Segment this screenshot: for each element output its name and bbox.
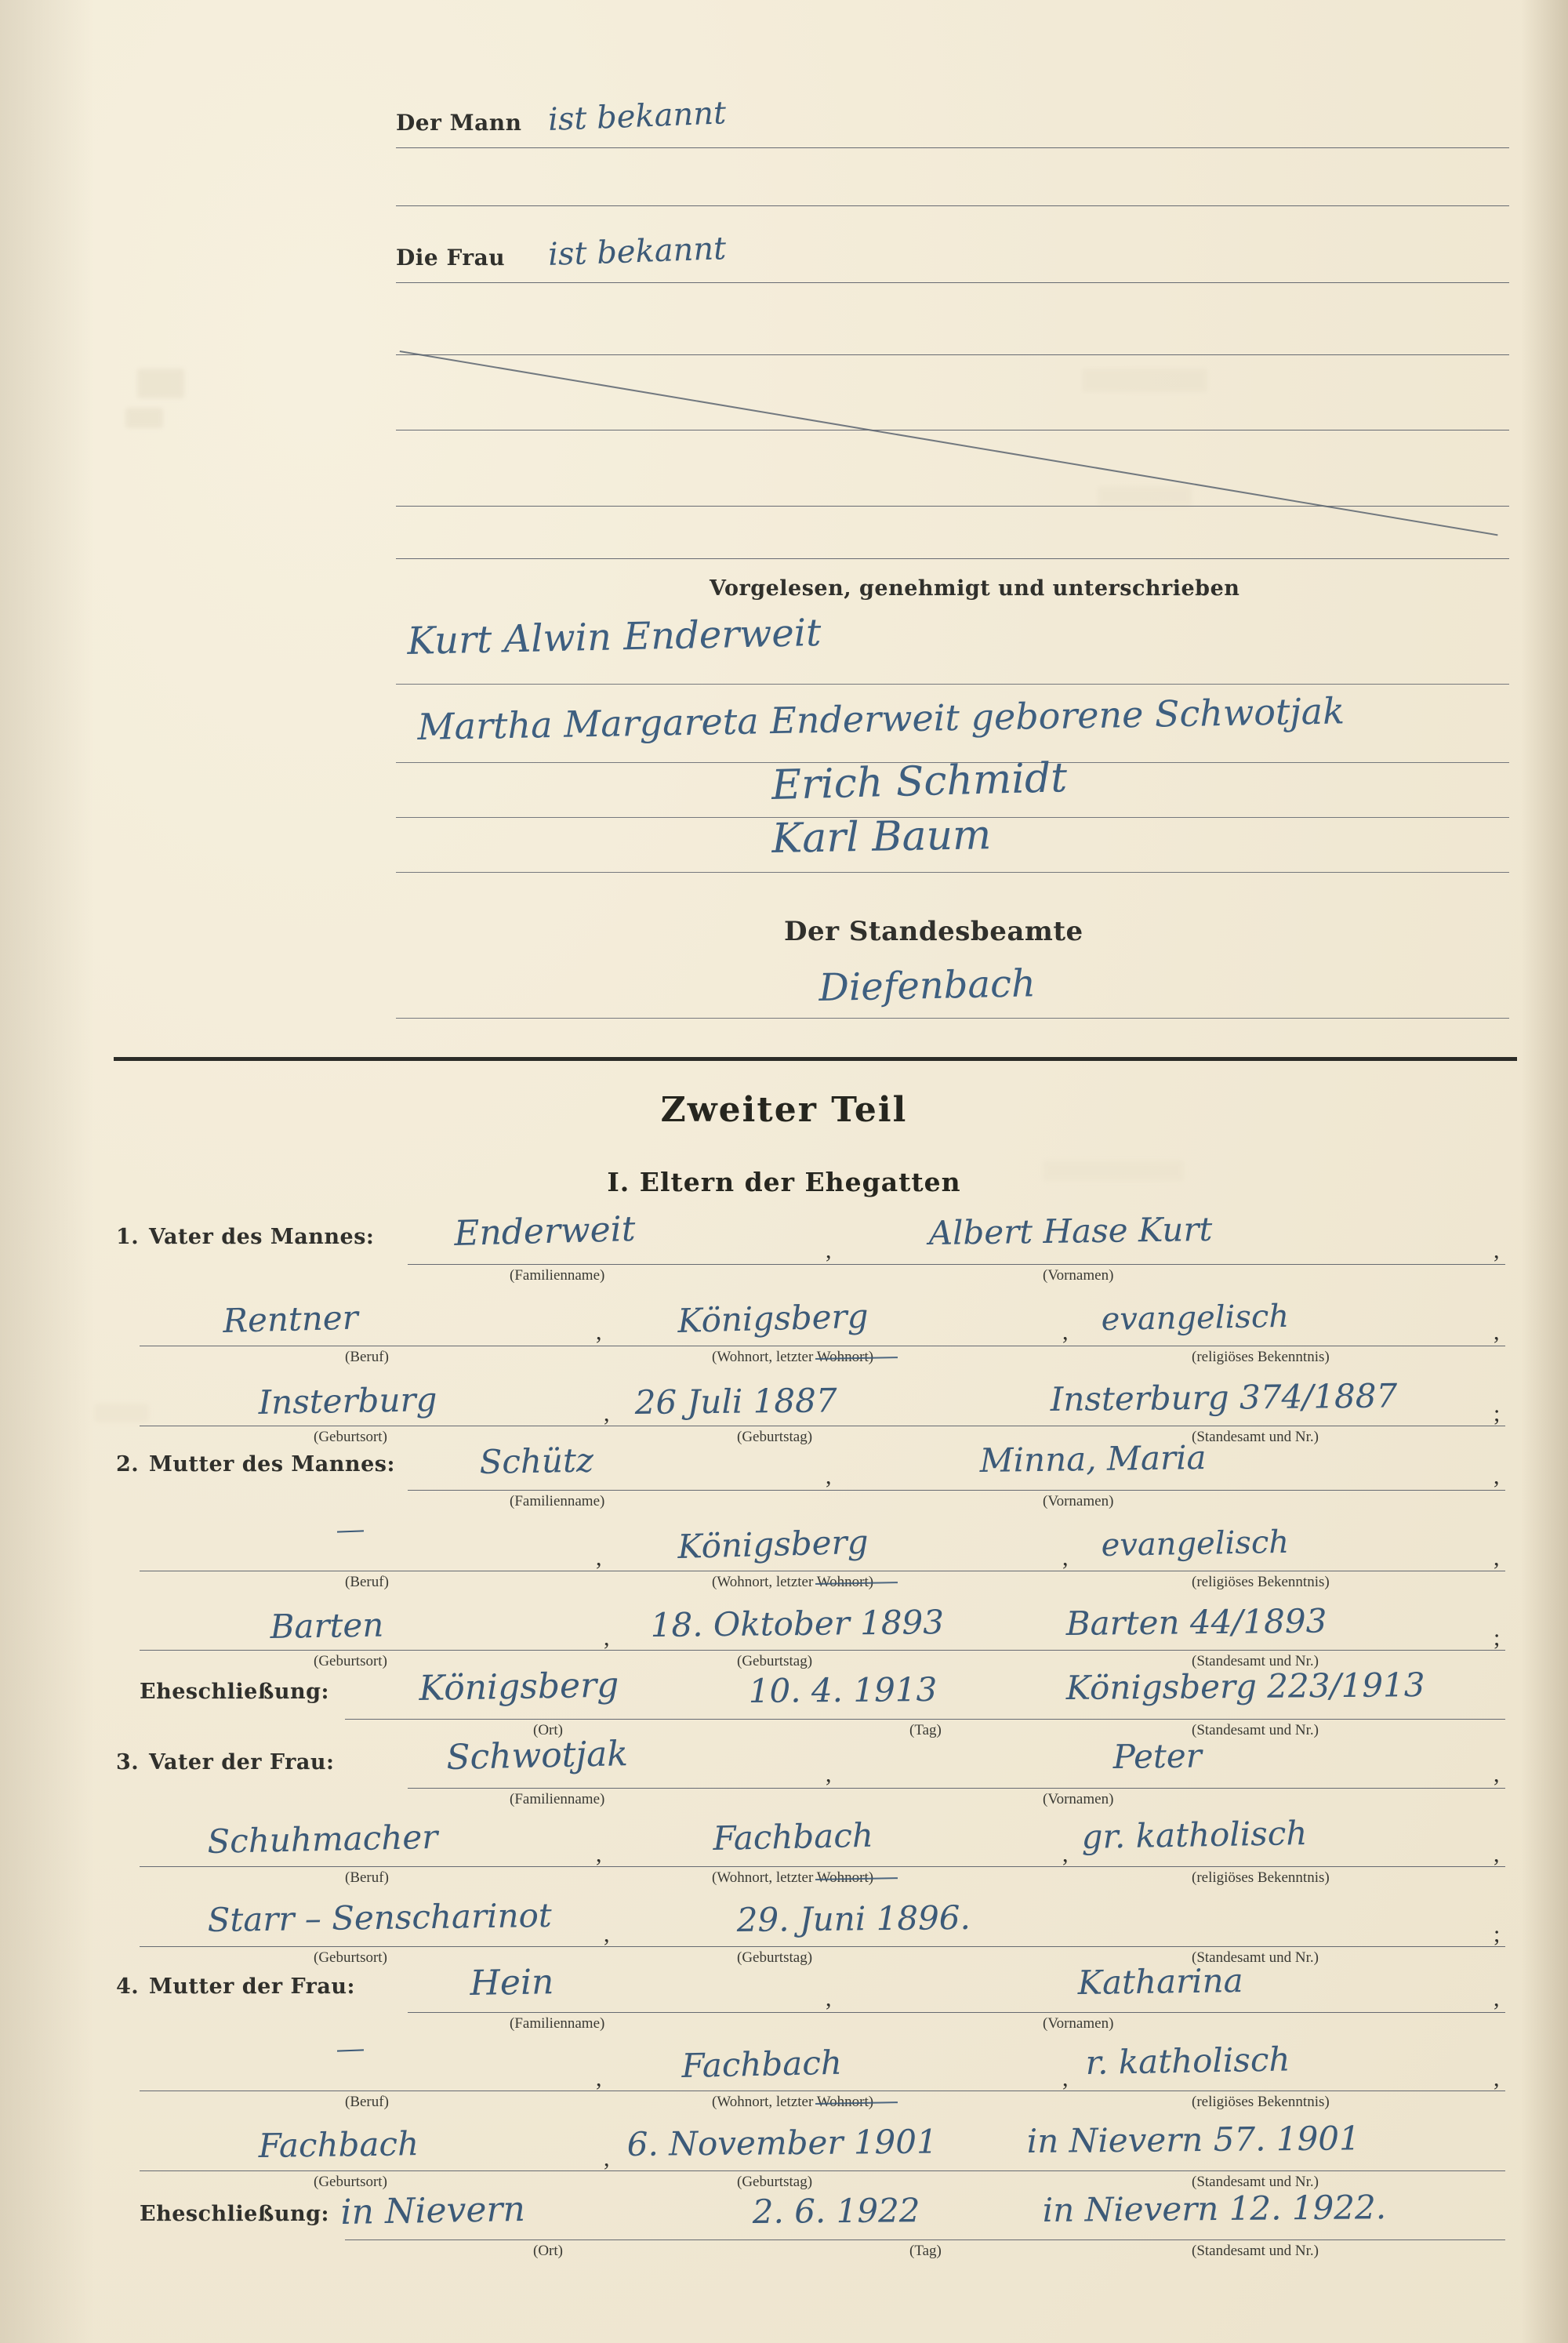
- caption-bekenntnis: (religiöses Bekenntnis): [1192, 2094, 1330, 2110]
- comma-sep: ,: [1494, 1237, 1500, 1263]
- caption-wohnort: (Wohnort, letzter Wohnort): [712, 1869, 874, 1886]
- entry-1-vornamen: Albert Hase Kurt: [928, 1209, 1213, 1252]
- rule-entry-4-marriage: [345, 2239, 1505, 2240]
- comma-sep: ,: [596, 1319, 602, 1345]
- caption-geburtstag: (Geburtstag): [737, 1429, 813, 1445]
- part-two-subtitle: I. Eltern der Ehegatten: [607, 1167, 961, 1197]
- comma-sep: ,: [826, 1237, 832, 1263]
- caption-wohnort: (Wohnort, letzter Wohnort): [712, 2094, 874, 2110]
- comma-sep: ,: [1494, 1761, 1500, 1787]
- caption-wohnort: (Wohnort, letzter Wohnort): [712, 1349, 874, 1365]
- caption-tag: (Tag): [909, 1722, 942, 1738]
- comma-sep: ,: [1062, 1545, 1069, 1571]
- label-der-standesbeamte: Der Standesbeamte: [784, 916, 1083, 947]
- caption-geburtstag: (Geburtstag): [737, 2174, 813, 2190]
- entry-4-marriage-tag: 2. 6. 1922: [752, 2191, 920, 2231]
- rule-entry-1-names: [408, 1264, 1505, 1265]
- section-divider: [114, 1057, 1517, 1061]
- comma-sep: ,: [604, 1625, 610, 1651]
- caption-beruf: (Beruf): [345, 1574, 389, 1590]
- caption-bekenntnis: (religiöses Bekenntnis): [1192, 1869, 1330, 1886]
- entry-3-beruf: Schuhmacher: [206, 1817, 438, 1861]
- entry-3-number: 3.: [116, 1750, 140, 1775]
- signature-3: Erich Schmidt: [771, 754, 1068, 809]
- comma-sep: ,: [826, 1761, 832, 1787]
- comma-sep: ,: [1062, 2065, 1069, 2091]
- rule-4: [396, 354, 1509, 355]
- caption-tag: (Tag): [909, 2243, 942, 2259]
- caption-beruf: (Beruf): [345, 2094, 389, 2110]
- entry-2-standesamt: Barten 44/1893: [1065, 1601, 1327, 1643]
- caption-wohnort: (Wohnort, letzter Wohnort): [712, 1574, 874, 1590]
- caption-geburtsort: (Geburtsort): [314, 1653, 387, 1669]
- comma-sep: ,: [1494, 1545, 1500, 1571]
- signature-2: Martha Margareta Enderweit geborene Schwotjak: [417, 689, 1345, 748]
- semicolon-sep: ;: [1494, 1400, 1501, 1426]
- caption-vornamen: (Vornamen): [1043, 1493, 1114, 1509]
- entry-2-bekenntnis: evangelisch: [1101, 1524, 1290, 1564]
- rule-entry-3-beruf: [140, 1866, 1505, 1867]
- entry-2-marriage-tag: 10. 4. 1913: [748, 1669, 938, 1710]
- semicolon-sep: ;: [1494, 1625, 1501, 1651]
- rule-entry-4-birth: [140, 2170, 1505, 2171]
- comma-sep: ,: [1494, 1985, 1500, 2011]
- signature-4: Karl Baum: [771, 812, 992, 863]
- caption-ort: (Ort): [533, 2243, 563, 2259]
- entry-1-standesamt: Insterburg 374/1887: [1050, 1376, 1398, 1419]
- caption-geburtsort: (Geburtsort): [314, 1429, 387, 1445]
- caption-standesamt: (Standesamt und Nr.): [1192, 1429, 1319, 1445]
- value-der-mann: ist bekannt: [547, 95, 727, 138]
- entry-4-standesamt: in Nievern 57. 1901: [1026, 2119, 1360, 2160]
- caption-geburtsort: (Geburtsort): [314, 2174, 387, 2190]
- caption-geburtstag: (Geburtstag): [737, 1653, 813, 1669]
- comma-sep: ,: [1494, 1319, 1500, 1345]
- entry-4-label: Mutter der Frau:: [149, 1974, 355, 1999]
- entry-4-geburtstag: 6. November 1901: [626, 2122, 938, 2163]
- entry-3-wohnort: Fachbach: [712, 1815, 874, 1858]
- label-die-frau: Die Frau: [396, 245, 506, 271]
- rule-registrar: [396, 1018, 1509, 1019]
- caption-familienname: (Familienname): [510, 2015, 605, 2032]
- entry-1-number: 1.: [116, 1225, 140, 1249]
- caption-standesamt: (Standesamt und Nr.): [1192, 1653, 1319, 1669]
- caption-geburtsort: (Geburtsort): [314, 1949, 387, 1966]
- entry-3-geburtsort: Starr – Senscharinot: [207, 1895, 553, 1939]
- caption-standesamt: (Standesamt und Nr.): [1192, 1949, 1319, 1966]
- rule-entry-3-birth: [140, 1946, 1505, 1947]
- rule-1: [396, 147, 1509, 148]
- entry-2-geburtsort: Barten: [270, 1605, 384, 1646]
- entry-2-marriage-label: Eheschließung:: [140, 1680, 329, 1704]
- rule-entry-2-names: [408, 1490, 1505, 1491]
- comma-sep: ,: [596, 1545, 602, 1571]
- entry-4-beruf-dash: [337, 2049, 364, 2051]
- comma-sep: ,: [604, 1921, 610, 1947]
- comma-sep: ,: [1062, 1319, 1069, 1345]
- comma-sep: ,: [604, 1400, 610, 1426]
- comma-sep: ,: [1494, 2065, 1500, 2091]
- entry-3-bekenntnis: gr. katholisch: [1081, 1813, 1308, 1856]
- caption-standesamt: (Standesamt und Nr.): [1192, 2243, 1319, 2259]
- paper-smudge: [137, 369, 184, 398]
- entry-4-number: 4.: [116, 1974, 140, 1999]
- caption-bekenntnis: (religiöses Bekenntnis): [1192, 1349, 1330, 1365]
- cancellation-stroke: [400, 351, 1498, 536]
- caption-familienname: (Familienname): [510, 1267, 605, 1284]
- rule-entry-4-names: [408, 2012, 1505, 2013]
- caption-vornamen: (Vornamen): [1043, 1267, 1114, 1284]
- entry-2-marriage-ort: Königsberg: [419, 1665, 619, 1709]
- comma-sep: ,: [596, 2065, 602, 2091]
- comma-sep: ,: [1062, 1841, 1069, 1867]
- rule-entry-2-marriage: [345, 1719, 1505, 1720]
- caption-familienname: (Familienname): [510, 1791, 605, 1807]
- rule-entry-3-names: [408, 1788, 1505, 1789]
- paper-smudge: [94, 1404, 149, 1422]
- entry-2-beruf-dash: [337, 1530, 364, 1532]
- caption-vornamen: (Vornamen): [1043, 2015, 1114, 2032]
- comma-sep: ,: [826, 1985, 832, 2011]
- rule-3: [396, 282, 1509, 283]
- entry-1-geburtsort: Insterburg: [258, 1380, 437, 1422]
- entry-3-label: Vater der Frau:: [149, 1750, 335, 1775]
- entry-4-marriage-ort: in Nievern: [340, 2189, 526, 2232]
- entry-4-wohnort: Fachbach: [681, 2043, 843, 2085]
- entry-2-familienname: Schütz: [479, 1440, 594, 1481]
- comma-sep: ,: [826, 1463, 832, 1489]
- entry-4-vornamen: Katharina: [1077, 1961, 1243, 2002]
- entry-1-beruf: Rentner: [222, 1298, 359, 1340]
- rule-2: [396, 205, 1509, 206]
- entry-1-bekenntnis: evangelisch: [1101, 1298, 1290, 1338]
- caption-beruf: (Beruf): [345, 1869, 389, 1886]
- rule-6: [396, 506, 1509, 507]
- part-two-title: Zweiter Teil: [660, 1090, 908, 1130]
- semicolon-sep: ;: [1494, 1921, 1501, 1947]
- entry-2-vornamen: Minna, Maria: [979, 1437, 1207, 1480]
- entry-4-geburtsort: Fachbach: [258, 2124, 419, 2165]
- caption-familienname: (Familienname): [510, 1493, 605, 1509]
- entry-4-marriage-standesamt: in Nievern 12. 1922.: [1042, 2188, 1387, 2229]
- caption-geburtstag: (Geburtstag): [737, 1949, 813, 1966]
- entry-1-label: Vater des Mannes:: [149, 1225, 375, 1249]
- entry-4-bekenntnis: r. katholisch: [1085, 2040, 1290, 2082]
- label-vorgelesen: Vorgelesen, genehmigt und unterschrieben: [710, 576, 1240, 601]
- entry-3-familienname: Schwotjak: [445, 1734, 629, 1778]
- comma-sep: ,: [604, 2145, 610, 2171]
- paper-smudge: [1098, 486, 1192, 507]
- caption-bekenntnis: (religiöses Bekenntnis): [1192, 1574, 1330, 1590]
- signature-1: Kurt Alwin Enderweit: [406, 610, 822, 663]
- caption-ort: (Ort): [533, 1722, 563, 1738]
- entry-4-marriage-label: Eheschließung:: [140, 2202, 329, 2226]
- comma-sep: ,: [596, 1841, 602, 1867]
- entry-2-number: 2.: [116, 1452, 140, 1477]
- entry-2-geburtstag: 18. Oktober 1893: [650, 1603, 945, 1644]
- value-die-frau: ist bekannt: [547, 231, 727, 273]
- entry-4-familienname: Hein: [470, 1962, 554, 2003]
- rule-7: [396, 558, 1509, 559]
- signature-registrar: Diefenbach: [818, 961, 1036, 1010]
- entry-2-marriage-standesamt: Königsberg 223/1913: [1065, 1666, 1425, 1707]
- rule-entry-2-birth: [140, 1650, 1505, 1651]
- entry-1-wohnort: Königsberg: [677, 1296, 869, 1340]
- rule-sig-1: [396, 684, 1509, 685]
- entry-2-label: Mutter des Mannes:: [149, 1452, 395, 1477]
- comma-sep: ,: [1494, 1463, 1500, 1489]
- paper-smudge: [1082, 369, 1207, 392]
- caption-standesamt: (Standesamt und Nr.): [1192, 1722, 1319, 1738]
- entry-3-geburtstag: 29. Juni 1896.: [736, 1898, 971, 1939]
- entry-1-familienname: Enderweit: [453, 1208, 637, 1254]
- caption-standesamt: (Standesamt und Nr.): [1192, 2174, 1319, 2190]
- entry-2-wohnort: Königsberg: [677, 1522, 869, 1566]
- label-der-mann: Der Mann: [396, 110, 522, 136]
- caption-beruf: (Beruf): [345, 1349, 389, 1365]
- entry-3-vornamen: Peter: [1112, 1736, 1203, 1776]
- entry-1-geburtstag: 26 Juli 1887: [634, 1381, 837, 1422]
- paper-smudge: [125, 408, 163, 428]
- caption-vornamen: (Vornamen): [1043, 1791, 1114, 1807]
- comma-sep: ,: [1494, 1841, 1500, 1867]
- rule-sig-4: [396, 872, 1509, 873]
